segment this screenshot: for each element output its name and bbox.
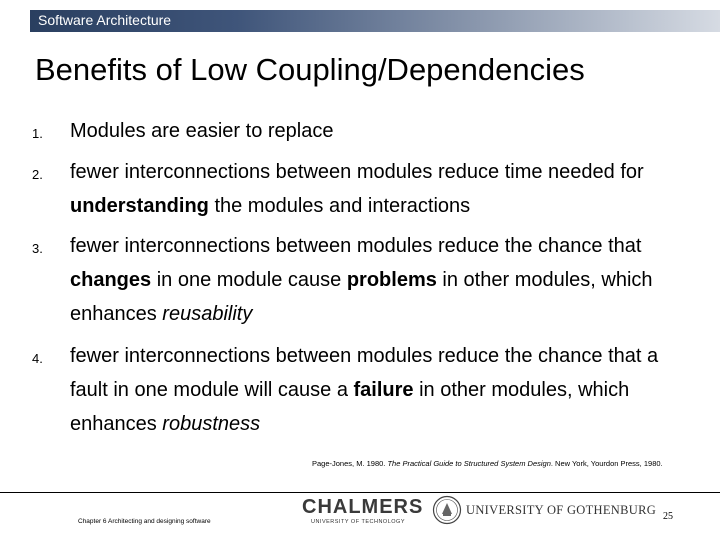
chalmers-wordmark: CHALMERS	[302, 496, 424, 518]
page-number: 25	[663, 511, 673, 522]
list-number: 3.	[32, 241, 43, 256]
list-text: fewer interconnections between modules reduce the chance that changes in one module cause problems in other modules, which enhances reusability	[70, 235, 653, 325]
header-bar	[30, 10, 720, 32]
emphasis-understanding: understanding	[70, 195, 209, 217]
course-title: Software Architecture	[38, 12, 172, 28]
footer-divider	[0, 492, 720, 493]
gothenburg-seal-icon	[432, 495, 462, 525]
emphasis-reusability: reusability	[162, 303, 253, 325]
chalmers-subtitle: UNIVERSITY OF TECHNOLOGY	[310, 519, 405, 525]
list-number: 4.	[32, 351, 43, 366]
list-number: 1.	[32, 126, 43, 141]
gothenburg-wordmark: UNIVERSITY OF GOTHENBURG	[466, 503, 657, 517]
citation: Page-Jones, M. 1980. The Practical Guide to Structured System Design. New York, Yourdon Press, 1980.	[312, 459, 663, 468]
emphasis-robustness: robustness	[162, 413, 261, 435]
chapter-label: Chapter 6 Architecting and designing software	[78, 518, 211, 525]
list-number: 2.	[32, 167, 43, 182]
emphasis-problems: problems	[346, 269, 437, 291]
emphasis-changes: changes	[70, 269, 152, 291]
slide-title: Benefits of Low Coupling/Dependencies	[35, 52, 585, 87]
list-text: Modules are easier to replace	[70, 120, 334, 142]
emphasis-failure: failure	[353, 379, 414, 401]
list-text: fewer interconnections between modules reduce time needed for understanding the modules and interactions	[70, 161, 644, 217]
list-text: fewer interconnections between modules reduce the chance that a fault in one module will cause a failure in other modules, which enhances robustness	[70, 345, 659, 435]
chalmers-logo	[302, 496, 424, 526]
